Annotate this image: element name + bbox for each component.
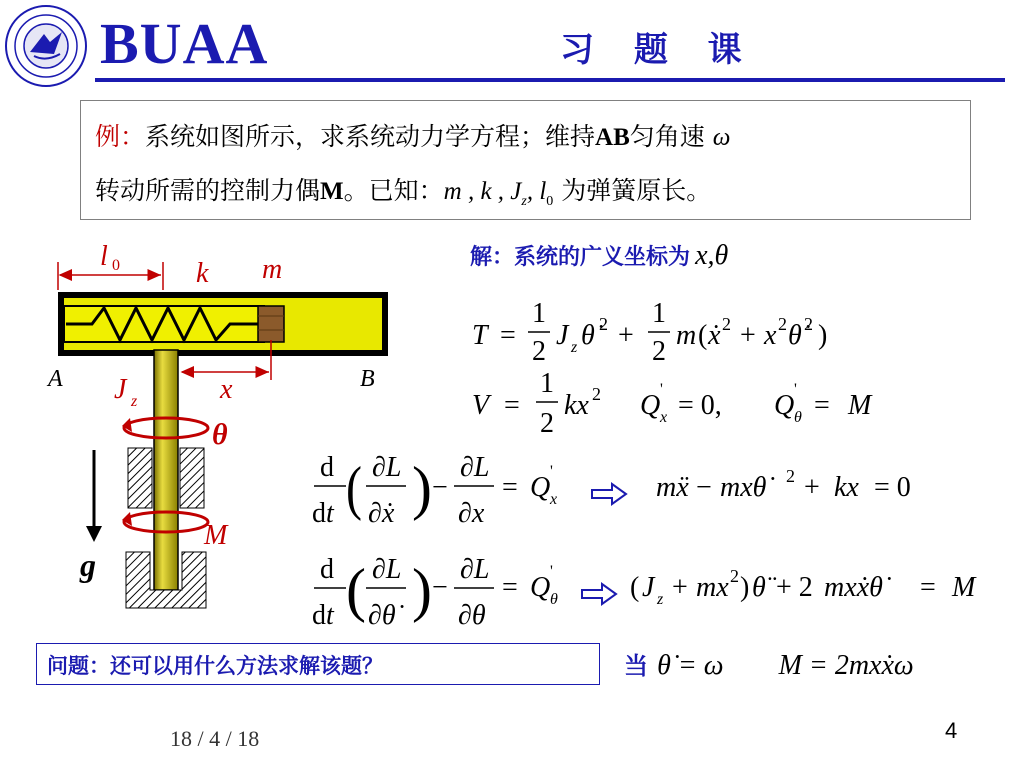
svg-text:= 0,: = 0,: [678, 390, 722, 421]
svg-text:=: =: [500, 320, 516, 351]
svg-text:M: M: [848, 390, 872, 421]
svg-text:2: 2: [532, 336, 546, 367]
svg-text:mxθ̇: mxθ̇: [720, 472, 767, 503]
svg-text:mx: mx: [696, 572, 729, 603]
problem-line2-bold: M: [320, 178, 344, 205]
svg-text:M: M: [952, 572, 976, 603]
problem-line1-text: 系统如图所示，求系统动力学方程；维持: [145, 122, 596, 151]
known-sub-z: z: [521, 194, 527, 209]
svg-text:+: +: [804, 472, 820, 503]
svg-text:z: z: [657, 591, 664, 608]
svg-text:ẋ: ẋ: [708, 320, 721, 351]
svg-text:= 0: = 0: [874, 472, 911, 503]
page-number: 4: [945, 718, 958, 743]
label-x: x: [220, 374, 233, 405]
label-B: B: [360, 366, 375, 392]
svg-text:': ': [660, 381, 663, 398]
svg-text:1: 1: [540, 368, 554, 399]
svg-text:2: 2: [730, 566, 739, 586]
svg-text:(: (: [630, 572, 640, 603]
svg-text:V: V: [472, 390, 490, 421]
problem-line-2: [95, 171, 711, 210]
svg-text:=: =: [814, 390, 830, 421]
answer-condition: θ̇ = ω: [657, 650, 724, 681]
svg-text:2: 2: [592, 384, 601, 404]
problem-line-1: [95, 117, 730, 153]
svg-text:m: m: [676, 320, 697, 351]
svg-text:∂θ: ∂θ: [458, 600, 486, 631]
svg-text:=: =: [502, 472, 518, 503]
svg-text:θ: θ: [794, 409, 802, 426]
footer-date: 18 / 4 / 18: [170, 726, 260, 751]
svg-text:θ̇: θ̇: [581, 320, 595, 351]
svg-text:∂L: ∂L: [460, 554, 490, 585]
svg-text:kx: kx: [564, 390, 589, 421]
svg-text:J: J: [642, 572, 655, 603]
svg-text:T: T: [472, 320, 488, 351]
svg-text:Q: Q: [774, 390, 795, 421]
omega-symbol: ω: [712, 124, 731, 151]
svg-text:): ): [818, 320, 828, 351]
svg-text:): ): [412, 557, 432, 623]
svg-text:∂L: ∂L: [460, 452, 490, 483]
problem-line1-bold: AB: [595, 124, 630, 151]
svg-text:Q: Q: [640, 390, 661, 421]
label-m: m: [262, 254, 283, 285]
problem-line2-text: 转动所需的控制力偶: [95, 176, 321, 205]
svg-text:mxẋθ̇: mxẋθ̇: [824, 572, 883, 603]
svg-text:+: +: [740, 320, 756, 351]
svg-text:∂θ̇: ∂θ̇: [368, 600, 396, 631]
svg-text:2: 2: [804, 314, 813, 334]
answer-prefix: 当: [624, 652, 648, 680]
label-l0-sub: 0: [112, 257, 120, 274]
svg-text:=: =: [920, 572, 936, 603]
known-sub-0: 0: [546, 194, 554, 209]
svg-text:': ': [550, 463, 553, 480]
label-Jz: J: [114, 374, 127, 405]
generalized-coordinates: x,θ: [695, 240, 729, 271]
svg-text:+: +: [672, 572, 688, 603]
problem-statement-box: [80, 100, 971, 220]
svg-text:': ': [794, 381, 797, 398]
svg-text:d: d: [320, 554, 334, 585]
question-box: [36, 643, 600, 685]
svg-text:+ 2: + 2: [776, 572, 813, 603]
svg-text:(: (: [346, 454, 362, 522]
svg-text:∂L: ∂L: [372, 554, 402, 585]
svg-text:2: 2: [722, 314, 731, 334]
svg-text:∂ẋ: ∂ẋ: [368, 498, 395, 529]
svg-text:∂x: ∂x: [458, 498, 485, 529]
svg-text:=: =: [504, 390, 520, 421]
svg-text:−: −: [432, 572, 448, 603]
svg-text:−: −: [696, 472, 712, 503]
answer-line: [624, 646, 914, 682]
svg-text:2: 2: [540, 408, 554, 439]
problem-line2-mid: 。已知：: [343, 176, 444, 205]
svg-text:Q: Q: [530, 472, 551, 503]
problem-line1-tail: 匀角速: [629, 122, 705, 151]
svg-text:1: 1: [532, 298, 546, 329]
header-divider: [95, 78, 1005, 82]
svg-text:θ: θ: [550, 591, 558, 608]
label-k: k: [196, 258, 209, 289]
svg-text:z: z: [571, 339, 578, 356]
equations-block: [300, 290, 1000, 650]
example-label: 例：: [95, 122, 146, 151]
label-M: M: [204, 520, 228, 551]
problem-line2-tail: 为弹簧原长。: [553, 176, 712, 205]
svg-text:1: 1: [652, 298, 666, 329]
svg-text:x: x: [550, 491, 558, 508]
svg-text:mẍ: mẍ: [656, 472, 689, 503]
svg-text:x: x: [764, 320, 777, 351]
svg-text:kx: kx: [834, 472, 859, 503]
svg-text:∂L: ∂L: [372, 452, 402, 483]
question-text: 问题：还可以用什么方法求解该题？: [47, 654, 383, 678]
svg-text:): ): [740, 572, 750, 603]
solution-heading: [470, 240, 728, 272]
label-Jz-sub: z: [131, 393, 138, 410]
label-l0: l: [100, 241, 108, 272]
label-A: A: [48, 366, 63, 392]
course-title: 习 题 课: [560, 30, 756, 70]
svg-text:Q: Q: [530, 572, 551, 603]
svg-text:J: J: [556, 320, 569, 351]
svg-text:2: 2: [599, 314, 608, 334]
svg-text:dt: dt: [312, 600, 334, 631]
university-logo: [4, 4, 88, 88]
svg-text:(: (: [346, 557, 366, 623]
svg-text:x: x: [660, 409, 668, 426]
answer-result: M = 2mxẋω: [778, 650, 914, 681]
known-symbols: m , k , J: [443, 178, 522, 205]
svg-text:θ̇: θ̇: [788, 320, 802, 351]
brand-title: BUAA: [100, 11, 269, 76]
svg-text:+: +: [618, 320, 634, 351]
svg-text:2: 2: [652, 336, 666, 367]
svg-text:(: (: [698, 320, 708, 351]
solution-heading-text: 解：系统的广义坐标为: [470, 245, 691, 270]
svg-text:': ': [550, 563, 553, 580]
svg-text:d: d: [320, 452, 334, 483]
svg-text:θ̈: θ̈: [752, 572, 766, 603]
known-symbols-2: , l: [526, 178, 547, 205]
svg-text:2: 2: [786, 466, 795, 486]
svg-text:2: 2: [778, 314, 787, 334]
label-g: g: [80, 547, 96, 583]
svg-text:dt: dt: [312, 498, 334, 529]
svg-text:−: −: [432, 472, 448, 503]
svg-text:): ): [412, 455, 432, 521]
label-theta: θ: [212, 418, 228, 451]
svg-text:=: =: [502, 572, 518, 603]
